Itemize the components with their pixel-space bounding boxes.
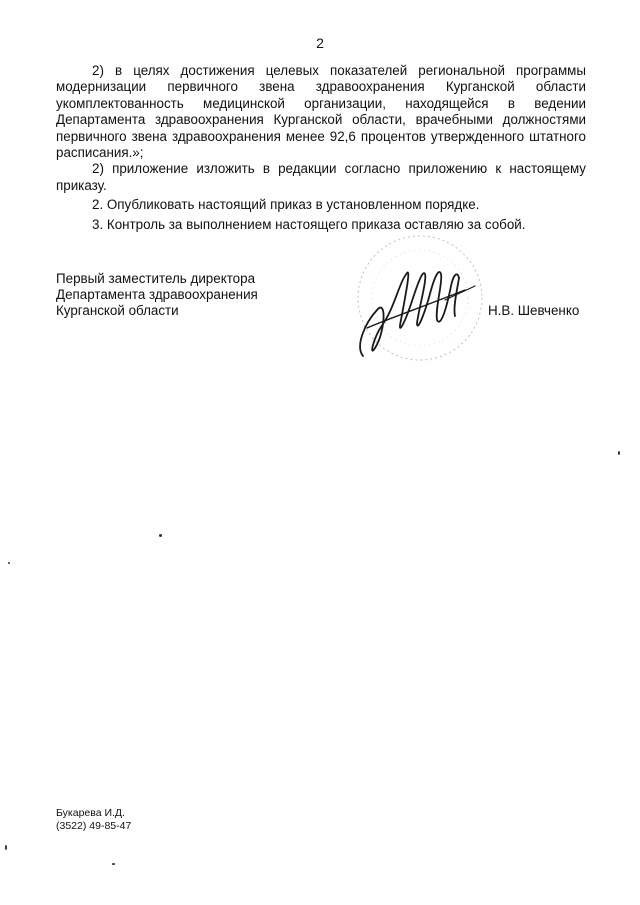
paragraph-publish: 2. Опубликовать настоящий приказ в установленном порядке. — [92, 197, 480, 213]
paragraph-control: 3. Контроль за выполнением настоящего приказа оставляю за собой. — [92, 216, 526, 232]
scan-speck — [618, 451, 620, 455]
footer-contact — [56, 807, 131, 833]
scan-speck — [5, 845, 7, 850]
signatory-position-line: Департамента здравоохранения — [56, 287, 258, 302]
footer-author: Букарева И.Д. — [56, 807, 125, 819]
scan-speck — [8, 562, 10, 564]
signatory-position-line: Первый заместитель директора — [56, 271, 256, 286]
scan-speck — [112, 863, 115, 865]
scan-speck — [159, 534, 162, 537]
paragraph-appendix-edit: 2) приложение изложить в редакции согласно приложению к настоящему приказу. — [56, 161, 586, 193]
signatory-position — [56, 271, 258, 319]
page-number: 2 — [316, 35, 324, 51]
handwritten-signature — [325, 228, 495, 378]
paragraph-subitem-2-goal: 2) в целях достижения целевых показателей региональной программы модернизации первичного звена здравоохранения Курганской области укомплектованность медицинской организации, находящейся в ведении Департамента здравоохранения Курганской области, врачебными должностями первичного звена здравоохранения менее 92,6 процентов утвержденного штатного расписания.»; — [56, 63, 586, 161]
footer-phone: (3522) 49-85-47 — [56, 820, 132, 832]
signatory-name: Н.В. Шевченко — [488, 303, 580, 318]
signatory-position-line: Курганской области — [56, 303, 179, 318]
document-body — [56, 63, 586, 233]
